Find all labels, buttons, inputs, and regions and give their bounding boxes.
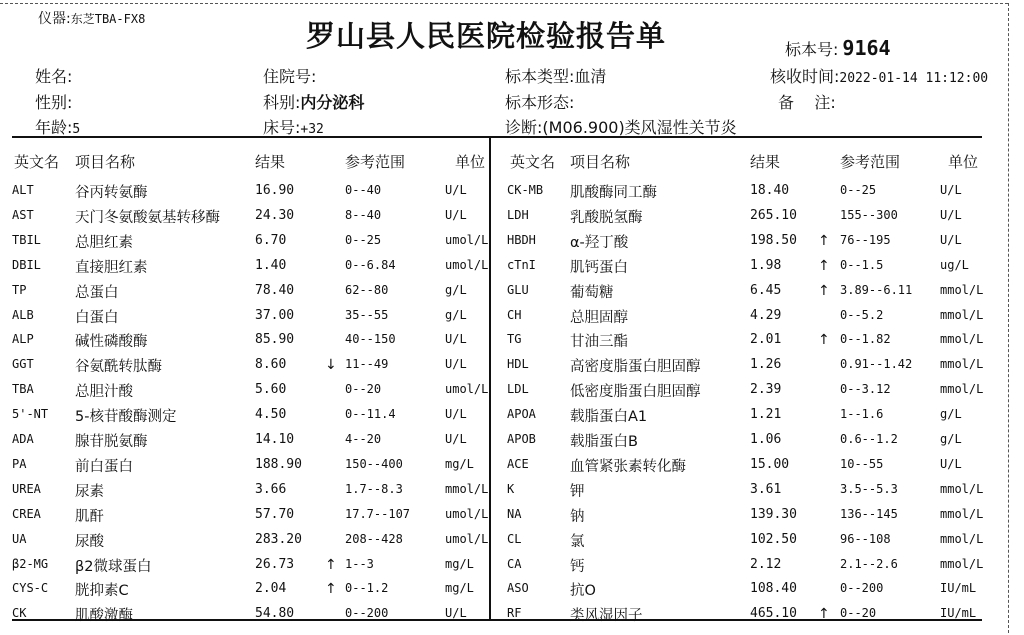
age-value: 5 (72, 122, 81, 137)
test-name: 碱性磷酸酶 (75, 334, 148, 350)
test-name: 钙 (570, 559, 585, 575)
test-code: ALP (12, 332, 34, 346)
test-result: 5.60 (255, 382, 287, 397)
left-header-name: 项目名称 (75, 153, 136, 171)
left-header-code: 英文名 (14, 153, 60, 171)
test-code: K (507, 482, 515, 496)
test-code: GGT (12, 357, 34, 371)
abnormal-flag: ↑ (818, 332, 830, 348)
test-code: ASO (507, 581, 529, 595)
test-unit: mmol/L (940, 482, 984, 496)
test-name: 肌酸酶同工酶 (570, 185, 657, 201)
reference-range: 4--20 (345, 432, 382, 446)
test-result: 54.80 (255, 606, 295, 621)
table-bottom-rule (12, 619, 982, 621)
test-name: 载脂蛋白B (570, 434, 638, 450)
test-unit: g/L (940, 407, 962, 421)
test-code: DBIL (12, 258, 41, 272)
test-result: 4.50 (255, 407, 287, 422)
table-top-rule (12, 136, 982, 138)
test-result: 2.12 (750, 557, 782, 572)
test-unit: mmol/L (940, 382, 984, 396)
reference-range: 0--20 (345, 382, 382, 396)
test-code: ALB (12, 308, 34, 322)
test-code: ALT (12, 183, 34, 197)
test-unit: U/L (445, 432, 467, 446)
test-name: 尿酸 (75, 534, 104, 550)
abnormal-flag: ↓ (325, 357, 337, 373)
test-result: 2.01 (750, 332, 782, 347)
test-name: 肌酸激酶 (75, 608, 133, 624)
test-unit: U/L (445, 407, 467, 421)
test-code: APOB (507, 432, 536, 446)
test-code: ACE (507, 457, 529, 471)
test-result: 6.45 (750, 283, 782, 298)
test-result: 18.40 (750, 183, 790, 198)
test-unit: g/L (445, 308, 467, 322)
reference-range: 11--49 (345, 357, 389, 371)
table-center-divider (489, 136, 491, 620)
test-name: 胱抑素C (75, 583, 129, 599)
reference-range: 0--1.2 (345, 581, 389, 595)
test-code: ADA (12, 432, 34, 446)
test-unit: mmol/L (940, 308, 984, 322)
test-name: 尿素 (75, 484, 104, 500)
specimen-number (785, 36, 891, 60)
bed-number (263, 115, 324, 138)
test-result: 2.39 (750, 382, 782, 397)
test-result: 265.10 (750, 208, 797, 223)
test-result: 465.10 (750, 606, 797, 621)
right-header-result: 结果 (750, 153, 781, 171)
right-header-name: 项目名称 (570, 153, 631, 171)
test-name: 高密度脂蛋白胆固醇 (570, 359, 701, 375)
left-header-unit: 单位 (455, 153, 486, 171)
test-result: 8.60 (255, 357, 287, 372)
reference-range: 0.6--1.2 (840, 432, 898, 446)
reference-range: 17.7--107 (345, 507, 411, 521)
test-name: 直接胆红素 (75, 260, 148, 276)
test-name: 5-核苷酸酶测定 (75, 409, 177, 425)
test-name: 钠 (570, 509, 585, 525)
reference-range: 0--25 (840, 183, 877, 197)
patient-age (35, 115, 80, 138)
admission-number (263, 64, 316, 87)
reference-range: 0--25 (345, 233, 382, 247)
test-result: 188.90 (255, 457, 302, 472)
reference-range: 1--3 (345, 557, 374, 571)
test-name: 肌钙蛋白 (570, 260, 628, 276)
reference-range: 35--55 (345, 308, 389, 322)
test-code: HBDH (507, 233, 536, 247)
remarks (778, 90, 836, 113)
test-name: 血管紧张素转化酶 (570, 459, 686, 475)
test-name: 甘油三酯 (570, 334, 628, 350)
test-result: 3.66 (255, 482, 287, 497)
abnormal-flag: ↑ (818, 283, 830, 299)
test-unit: U/L (445, 208, 467, 222)
test-unit: umol/L (445, 233, 489, 247)
test-name: 腺苷脱氨酶 (75, 434, 148, 450)
remark-label: 备 注: (778, 93, 836, 112)
test-result: 85.90 (255, 332, 295, 347)
reference-range: 0--200 (840, 581, 884, 595)
abnormal-flag: ↑ (818, 233, 830, 249)
test-result: 24.30 (255, 208, 295, 223)
test-name: 前白蛋白 (75, 459, 133, 475)
reference-range: 10--55 (840, 457, 884, 471)
test-code: LDH (507, 208, 529, 222)
test-unit: mmol/L (940, 283, 984, 297)
instrument-field (38, 8, 145, 28)
test-code: cTnI (507, 258, 536, 272)
test-result: 14.10 (255, 432, 295, 447)
test-code: LDL (507, 382, 529, 396)
specimen-number-label: 标本号: (785, 40, 839, 59)
test-result: 2.04 (255, 581, 287, 596)
instrument-label: 仪器: (38, 11, 71, 27)
test-result: 15.00 (750, 457, 790, 472)
page-border-right (1008, 3, 1009, 633)
test-name: 葡萄糖 (570, 285, 614, 301)
admission-label: 住院号: (263, 67, 317, 86)
reference-range: 0--1.82 (840, 332, 891, 346)
department (263, 90, 364, 113)
test-result: 108.40 (750, 581, 797, 596)
test-name: 氯 (570, 534, 585, 550)
test-code: CH (507, 308, 522, 322)
test-name: 肌酐 (75, 509, 104, 525)
test-name: 谷丙转氨酶 (75, 185, 148, 201)
test-name: 总胆汁酸 (75, 384, 133, 400)
specimen-type (505, 64, 606, 87)
received-time (770, 64, 988, 87)
bed-value: +32 (300, 122, 324, 137)
page-border-top (0, 3, 1008, 4)
test-name: 白蛋白 (75, 310, 119, 326)
test-unit: ug/L (940, 258, 969, 272)
left-header-result: 结果 (255, 153, 286, 171)
test-result: 78.40 (255, 283, 295, 298)
test-result: 26.73 (255, 557, 295, 572)
test-name: 谷氨酰转肽酶 (75, 359, 162, 375)
reference-range: 208--428 (345, 532, 403, 546)
department-value: 内分泌科 (300, 93, 365, 112)
test-code: TP (12, 283, 27, 297)
test-unit: umol/L (445, 382, 489, 396)
test-unit: IU/mL (940, 606, 977, 620)
reference-range: 62--80 (345, 283, 389, 297)
test-name: 总胆红素 (75, 235, 133, 251)
name-label: 姓名: (35, 67, 73, 86)
specimen-type-label: 标本类型: (505, 67, 575, 86)
test-unit: U/L (940, 457, 962, 471)
test-unit: U/L (445, 357, 467, 371)
test-result: 1.21 (750, 407, 782, 422)
test-unit: mmol/L (940, 357, 984, 371)
test-code: CL (507, 532, 522, 546)
reference-range: 0--6.84 (345, 258, 396, 272)
test-result: 3.61 (750, 482, 782, 497)
reference-range: 0--40 (345, 183, 382, 197)
reference-range: 155--300 (840, 208, 898, 222)
right-header-code: 英文名 (510, 153, 556, 171)
specimen-number-value: 9164 (842, 36, 891, 60)
bed-label: 床号: (263, 118, 301, 137)
test-result: 283.20 (255, 532, 302, 547)
test-unit: U/L (445, 606, 467, 620)
test-result: 139.30 (750, 507, 797, 522)
test-code: APOA (507, 407, 536, 421)
reference-range: 3.5--5.3 (840, 482, 898, 496)
test-code: TBA (12, 382, 34, 396)
abnormal-flag: ↑ (818, 258, 830, 274)
test-name: 总蛋白 (75, 285, 119, 301)
test-name: 总胆固醇 (570, 310, 628, 326)
abnormal-flag: ↑ (325, 557, 337, 573)
test-unit: U/L (940, 183, 962, 197)
reference-range: 3.89--6.11 (840, 283, 913, 297)
reference-range: 1.7--8.3 (345, 482, 403, 496)
test-name: 钾 (570, 484, 585, 500)
reference-range: 96--108 (840, 532, 891, 546)
test-result: 37.00 (255, 308, 295, 323)
test-unit: mmol/L (940, 532, 984, 546)
test-name: 天门冬氨酸氨基转移酶 (75, 210, 220, 226)
reference-range: 40--150 (345, 332, 396, 346)
test-result: 57.70 (255, 507, 295, 522)
received-label: 核收时间: (770, 67, 840, 86)
reference-range: 2.1--2.6 (840, 557, 898, 571)
test-unit: U/L (445, 332, 467, 346)
test-code: NA (507, 507, 522, 521)
test-code: 5'-NT (12, 407, 49, 421)
reference-range: 0--1.5 (840, 258, 884, 272)
abnormal-flag: ↑ (325, 581, 337, 597)
test-name: 类风湿因子 (570, 608, 643, 624)
left-header-range: 参考范围 (345, 153, 406, 171)
test-code: HDL (507, 357, 529, 371)
reference-range: 0--11.4 (345, 407, 396, 421)
test-unit: U/L (445, 183, 467, 197)
test-result: 1.26 (750, 357, 782, 372)
test-code: CK-MB (507, 183, 544, 197)
sex-label: 性别: (35, 93, 73, 112)
test-code: TG (507, 332, 522, 346)
test-unit: g/L (940, 432, 962, 446)
received-value: 2022-01-14 11:12:00 (839, 71, 989, 86)
report-title: 罗山县人民医院检验报告单 (306, 19, 667, 53)
test-unit: umol/L (445, 507, 489, 521)
test-unit: U/L (940, 233, 962, 247)
abnormal-flag: ↑ (818, 606, 830, 622)
test-unit: mg/L (445, 581, 474, 595)
reference-range: 8--40 (345, 208, 382, 222)
test-name: α-羟丁酸 (570, 235, 629, 251)
test-result: 1.98 (750, 258, 782, 273)
test-result: 102.50 (750, 532, 797, 547)
right-header-unit: 单位 (948, 153, 979, 171)
reference-range: 150--400 (345, 457, 403, 471)
test-result: 1.06 (750, 432, 782, 447)
reference-range: 0--5.2 (840, 308, 884, 322)
test-name: 载脂蛋白A1 (570, 409, 648, 425)
diagnosis-value: (M06.900)类风湿性关节炎 (542, 118, 737, 137)
test-name: 乳酸脱氢酶 (570, 210, 643, 226)
instrument-value: 东芝TBA-FX8 (70, 12, 146, 26)
test-result: 4.29 (750, 308, 782, 323)
test-code: UREA (12, 482, 41, 496)
test-code: RF (507, 606, 522, 620)
specimen-form-label: 标本形态: (505, 93, 575, 112)
specimen-form (505, 90, 574, 113)
test-unit: IU/mL (940, 581, 977, 595)
reference-range: 76--195 (840, 233, 891, 247)
test-unit: U/L (940, 208, 962, 222)
test-unit: mmol/L (445, 482, 489, 496)
patient-name (35, 64, 72, 87)
test-code: CA (507, 557, 522, 571)
test-unit: mg/L (445, 557, 474, 571)
test-code: CK (12, 606, 27, 620)
department-label: 科别: (263, 93, 301, 112)
test-code: UA (12, 532, 27, 546)
reference-range: 0--200 (345, 606, 389, 620)
test-code: CREA (12, 507, 41, 521)
diagnosis-label: 诊断: (505, 118, 543, 137)
test-unit: mmol/L (940, 507, 984, 521)
reference-range: 136--145 (840, 507, 898, 521)
age-label: 年龄: (35, 118, 73, 137)
test-unit: umol/L (445, 258, 489, 272)
test-code: β2-MG (12, 557, 49, 571)
reference-range: 0--3.12 (840, 382, 891, 396)
specimen-type-value: 血清 (574, 67, 607, 86)
test-name: β2微球蛋白 (75, 559, 152, 575)
test-result: 6.70 (255, 233, 287, 248)
reference-range: 0--20 (840, 606, 877, 620)
test-code: PA (12, 457, 27, 471)
test-result: 1.40 (255, 258, 287, 273)
test-unit: mg/L (445, 457, 474, 471)
test-code: TBIL (12, 233, 41, 247)
test-name: 低密度脂蛋白胆固醇 (570, 384, 701, 400)
test-code: CYS-C (12, 581, 49, 595)
test-unit: mmol/L (940, 332, 984, 346)
test-result: 16.90 (255, 183, 295, 198)
diagnosis (505, 115, 737, 138)
reference-range: 1--1.6 (840, 407, 884, 421)
test-code: AST (12, 208, 34, 222)
test-name: 抗O (570, 583, 596, 599)
test-result: 198.50 (750, 233, 797, 248)
test-unit: umol/L (445, 532, 489, 546)
patient-sex (35, 90, 72, 113)
right-header-range: 参考范围 (840, 153, 901, 171)
reference-range: 0.91--1.42 (840, 357, 913, 371)
test-code: GLU (507, 283, 529, 297)
test-unit: mmol/L (940, 557, 984, 571)
test-unit: g/L (445, 283, 467, 297)
